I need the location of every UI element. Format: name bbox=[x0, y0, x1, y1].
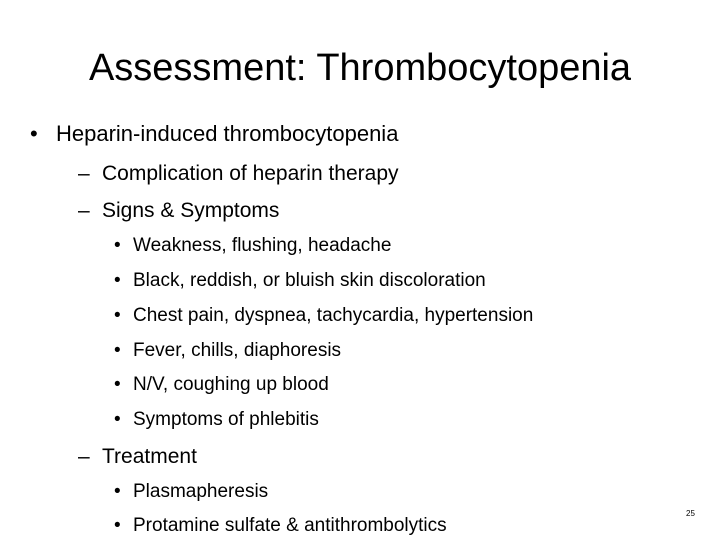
bullet-marker: • bbox=[114, 305, 121, 326]
bullet-marker: • bbox=[114, 235, 121, 256]
sign-text: Symptoms of phlebitis bbox=[133, 409, 319, 430]
sign-text: Black, reddish, or bluish skin discoloration bbox=[133, 270, 486, 291]
sub-item-text: Complication of heparin therapy bbox=[102, 162, 399, 185]
treatment-text: Protamine sulfate & antithrombolytics bbox=[133, 515, 447, 536]
sub-item-text: Signs & Symptoms bbox=[102, 199, 280, 222]
sub-item-text: Treatment bbox=[102, 445, 197, 468]
sign-text: Chest pain, dyspnea, tachycardia, hypertension bbox=[133, 305, 534, 326]
bullet-marker: • bbox=[114, 515, 121, 536]
page-number: 25 bbox=[686, 509, 695, 518]
bullet-marker: • bbox=[114, 340, 121, 361]
bullet-marker: • bbox=[114, 409, 121, 430]
dash-marker: – bbox=[78, 445, 90, 468]
treatment-text: Plasmapheresis bbox=[133, 481, 269, 502]
sign-text: Weakness, flushing, headache bbox=[133, 235, 392, 256]
sign-text: Fever, chills, diaphoresis bbox=[133, 340, 342, 361]
dash-marker: – bbox=[78, 199, 90, 222]
bullet-text: Heparin-induced thrombocytopenia bbox=[56, 121, 399, 146]
sign-text: N/V, coughing up blood bbox=[133, 374, 329, 395]
slide-title: Assessment: Thrombocytopenia bbox=[88, 47, 632, 89]
bullet-marker: • bbox=[30, 121, 38, 146]
bullet-marker: • bbox=[114, 481, 121, 502]
bullet-marker: • bbox=[114, 374, 121, 395]
bullet-marker: • bbox=[114, 270, 121, 291]
dash-marker: – bbox=[78, 162, 90, 185]
